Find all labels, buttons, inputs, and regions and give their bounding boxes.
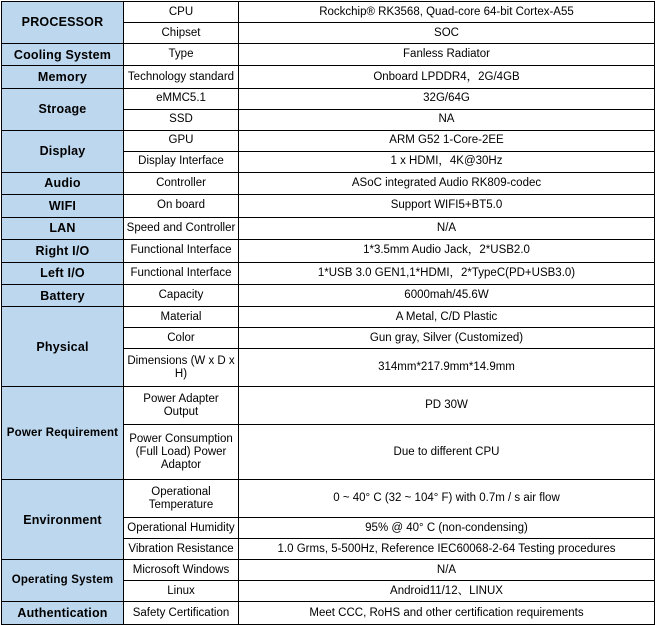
table-row (2, 217, 655, 239)
value-cell: N/A (239, 560, 655, 581)
category-cell: Right I/O (2, 240, 124, 262)
subcategory-cell: Operational Humidity (124, 518, 239, 539)
value-cell: 314mm*217.9mm*14.9mm (239, 349, 655, 387)
subcategory-cell: Power Consumption (Full Load) Power Adaptor (124, 425, 239, 480)
subcategory-cell: On board (124, 195, 239, 217)
subcategory-cell: eMMC5.1 (124, 88, 239, 109)
subcategory-cell: Power Adapter Output (124, 387, 239, 425)
table-row (2, 88, 655, 109)
table-row (2, 284, 655, 306)
value-cell: Fanless Radiator (239, 43, 655, 65)
value-cell: 1*3.5mm Audio Jack，2*USB2.0 (239, 240, 655, 262)
category-cell: Stroage (2, 88, 124, 130)
category-cell: WIFI (2, 195, 124, 217)
subcategory-cell: Chipset (124, 22, 239, 43)
table-row (2, 130, 655, 151)
value-cell: Android11/12、LINUX (239, 581, 655, 602)
subcategory-cell: Color (124, 328, 239, 349)
value-cell: Meet CCC, RoHS and other certification requirements (239, 602, 655, 625)
category-cell: Cooling System (2, 43, 124, 65)
subcategory-cell: GPU (124, 130, 239, 151)
value-cell: 1.0 Grms, 5-500Hz, Reference IEC60068-2-64 Testing procedures (239, 539, 655, 560)
subcategory-cell: Material (124, 307, 239, 328)
subcategory-cell: Microsoft Windows (124, 560, 239, 581)
subcategory-cell: Dimensions (W x D x H) (124, 349, 239, 387)
subcategory-cell: CPU (124, 2, 239, 23)
table-row (2, 560, 655, 581)
value-cell: N/A (239, 217, 655, 239)
value-cell: PD 30W (239, 387, 655, 425)
subcategory-cell: Display Interface (124, 151, 239, 172)
category-cell: Memory (2, 66, 124, 88)
subcategory-cell: Operational Temperature (124, 480, 239, 518)
table-row (2, 307, 655, 328)
category-cell: Display (2, 130, 124, 172)
subcategory-cell: Capacity (124, 284, 239, 306)
spec-table-body (2, 2, 655, 625)
value-cell: A Metal, C/D Plastic (239, 307, 655, 328)
category-cell: LAN (2, 217, 124, 239)
subcategory-cell: Linux (124, 581, 239, 602)
table-row (2, 480, 655, 518)
value-cell: Gun gray, Silver (Customized) (239, 328, 655, 349)
subcategory-cell: Speed and Controller (124, 217, 239, 239)
value-cell: ARM G52 1-Core-2EE (239, 130, 655, 151)
value-cell: 95% @ 40° C (non-condensing) (239, 518, 655, 539)
category-cell: Physical (2, 307, 124, 387)
subcategory-cell: Technology standard (124, 66, 239, 88)
table-row (2, 172, 655, 194)
value-cell: 6000mah/45.6W (239, 284, 655, 306)
subcategory-cell: Safety Certification (124, 602, 239, 625)
table-row (2, 195, 655, 217)
table-row (2, 262, 655, 284)
category-cell: Operating System (2, 560, 124, 602)
value-cell: 1 x HDMI，4K@30Hz (239, 151, 655, 172)
value-cell: SOC (239, 22, 655, 43)
value-cell: NA (239, 109, 655, 130)
value-cell: Rockchip® RK3568, Quad-core 64-bit Cortex-A55 (239, 2, 655, 23)
subcategory-cell: Type (124, 43, 239, 65)
table-row (2, 2, 655, 23)
specification-table (1, 1, 655, 625)
subcategory-cell: Controller (124, 172, 239, 194)
category-cell: Audio (2, 172, 124, 194)
category-cell: Battery (2, 284, 124, 306)
subcategory-cell: Vibration Resistance (124, 539, 239, 560)
value-cell: 32G/64G (239, 88, 655, 109)
value-cell: 1*USB 3.0 GEN1,1*HDMI，2*TypeC(PD+USB3.0) (239, 262, 655, 284)
subcategory-cell: Functional Interface (124, 262, 239, 284)
category-cell: Environment (2, 480, 124, 560)
category-cell: Left I/O (2, 262, 124, 284)
category-cell: Authentication (2, 602, 124, 625)
value-cell: Due to different CPU (239, 425, 655, 480)
value-cell: 0 ~ 40° C (32 ~ 104° F) with 0.7m / s air flow (239, 480, 655, 518)
table-row (2, 66, 655, 88)
category-cell: PROCESSOR (2, 2, 124, 44)
category-cell: Power Requirement (2, 387, 124, 480)
subcategory-cell: Functional Interface (124, 240, 239, 262)
value-cell: ASoC integrated Audio RK809-codec (239, 172, 655, 194)
table-row (2, 240, 655, 262)
subcategory-cell: SSD (124, 109, 239, 130)
table-row (2, 602, 655, 625)
value-cell: Onboard LPDDR4，2G/4GB (239, 66, 655, 88)
value-cell: Support WIFI5+BT5.0 (239, 195, 655, 217)
table-row (2, 387, 655, 425)
table-row (2, 43, 655, 65)
